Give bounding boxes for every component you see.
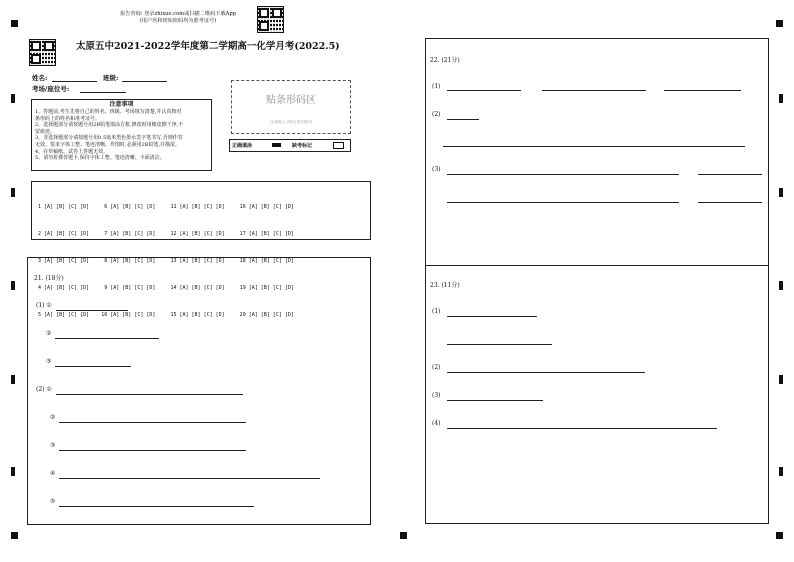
answer-label: ⑤ bbox=[50, 498, 56, 505]
answer-line[interactable] bbox=[447, 119, 479, 120]
answer-line[interactable] bbox=[542, 90, 646, 91]
answer-label: (2) bbox=[432, 364, 441, 371]
timing-mark bbox=[779, 281, 783, 290]
timing-mark bbox=[779, 188, 783, 197]
answer-line[interactable] bbox=[59, 450, 246, 451]
instruction-line: 1、答题前,考生先将自己的姓名、班级、考场填写清楚,并认真核对 bbox=[35, 109, 182, 115]
instruction-line: 3、非选择题部分请按题号用0.5毫米黑色墨水签字笔书写,否则作答 bbox=[35, 135, 183, 142]
correct-fill-sample bbox=[272, 143, 281, 147]
qr-code-icon bbox=[257, 6, 284, 33]
name-label: 姓名: bbox=[32, 74, 48, 82]
answer-label: (4) bbox=[432, 420, 441, 427]
answer-line[interactable] bbox=[447, 428, 717, 429]
choice-row[interactable]: 5 [A] [B] [C] [D] 10 [A] [B] [C] [D] 15 [A] [B] [C] [D] 20 [A] [B] [C] [D] bbox=[38, 312, 294, 318]
registration-mark bbox=[776, 532, 783, 539]
instruction-line: 留痕迹。 bbox=[35, 128, 56, 135]
choice-row[interactable]: 3 [A] [B] [C] [D] 8 [A] [B] [C] [D] 13 [A] [B] [C] [D] 18 [A] [B] [C] [D] bbox=[38, 258, 294, 264]
answer-line[interactable] bbox=[447, 174, 679, 175]
fill-legend bbox=[229, 139, 351, 152]
answer-line[interactable] bbox=[443, 146, 745, 147]
timing-mark bbox=[11, 375, 15, 384]
class-label: 班级: bbox=[103, 74, 119, 82]
answer-label: (1) ① bbox=[36, 302, 52, 309]
answer-label: ③ bbox=[50, 442, 56, 449]
timing-mark bbox=[11, 94, 15, 103]
answer-label: (2) ① bbox=[36, 386, 52, 393]
answer-line[interactable] bbox=[55, 338, 159, 339]
class-field[interactable] bbox=[122, 81, 167, 82]
timing-mark bbox=[779, 467, 783, 476]
answer-line[interactable] bbox=[56, 310, 128, 311]
answer-line[interactable] bbox=[55, 366, 131, 367]
report-notice-line1: 报告查询: 登录zhixue.com或扫描二维码下载App bbox=[119, 11, 237, 17]
answer-label: (2) bbox=[432, 111, 441, 118]
choice-row[interactable]: 1 [A] [B] [C] [D] 6 [A] [B] [C] [D] 11 [A] [B] [C] [D] 16 [A] [B] [C] [D] bbox=[38, 204, 294, 210]
answer-label: ② bbox=[50, 414, 56, 421]
answer-line[interactable] bbox=[56, 394, 243, 395]
answer-line[interactable] bbox=[59, 506, 254, 507]
report-notice bbox=[108, 11, 248, 25]
room-seat-field[interactable] bbox=[80, 92, 126, 93]
timing-mark bbox=[11, 281, 15, 290]
choice-row[interactable]: 4 [A] [B] [C] [D] 9 [A] [B] [C] [D] 14 [A] [B] [C] [D] 19 [A] [B] [C] [D] bbox=[38, 285, 294, 291]
instruction-line: 2、选择题部分请按题号用2B铅笔填涂方框,修改时用橡皮擦干净,不 bbox=[35, 122, 184, 129]
instruction-line: 条形码上的姓名和准考证号。 bbox=[35, 115, 101, 122]
answer-label: (1) bbox=[432, 83, 441, 90]
answer-line[interactable] bbox=[447, 372, 645, 373]
answer-line[interactable] bbox=[59, 422, 246, 423]
answer-label: ② bbox=[46, 330, 52, 337]
absent-mark-label: 缺考标记 bbox=[292, 143, 313, 149]
question-22-box bbox=[425, 38, 769, 266]
barcode-title: 贴条形码区 bbox=[266, 95, 316, 106]
barcode-area bbox=[231, 80, 351, 134]
answer-line[interactable] bbox=[59, 478, 320, 479]
choice-row[interactable]: 2 [A] [B] [C] [D] 7 [A] [B] [C] [D] 12 [A] [B] [C] [D] 17 [A] [B] [C] [D] bbox=[38, 231, 294, 237]
answer-line[interactable] bbox=[447, 344, 552, 345]
answer-line[interactable] bbox=[698, 174, 762, 175]
page-title: 太原五中2021-2022学年度第二学期高一化学月考(2022.5) bbox=[76, 41, 340, 52]
room-seat-label: 考场/座位号: bbox=[32, 85, 70, 93]
question-23-box bbox=[425, 264, 769, 524]
answer-line[interactable] bbox=[447, 400, 543, 401]
question-21-title: 21. (18分) bbox=[34, 275, 64, 282]
answer-label: ④ bbox=[50, 470, 56, 477]
answer-line[interactable] bbox=[447, 316, 537, 317]
answer-label: ③ bbox=[46, 358, 52, 365]
instruction-line: 无效。要求字体工整、笔迹清晰。作图时,必须用2B铅笔,并描浓。 bbox=[35, 141, 181, 148]
correct-fill-label: 正确填涂 bbox=[232, 143, 253, 149]
registration-mark bbox=[776, 20, 783, 27]
question-23-title: 23. (11分) bbox=[430, 282, 460, 289]
registration-mark bbox=[11, 20, 18, 27]
answer-line[interactable] bbox=[698, 202, 762, 203]
registration-mark bbox=[400, 532, 407, 539]
instructions-box bbox=[31, 99, 212, 171]
timing-mark bbox=[11, 188, 15, 197]
question-21-box bbox=[27, 257, 371, 525]
timing-mark bbox=[779, 94, 783, 103]
instructions-title: 注意事项 bbox=[109, 101, 134, 108]
question-22-title: 22. (21分) bbox=[430, 57, 460, 64]
timing-mark bbox=[779, 375, 783, 384]
answer-label: (3) bbox=[432, 392, 441, 399]
instruction-line: 4、在草稿纸、试卷上答题无效。 bbox=[35, 148, 109, 155]
report-notice-line2: (用户名和初始密码均为准考证号) bbox=[139, 18, 217, 24]
qr-code-icon bbox=[29, 39, 56, 66]
instruction-line: 5、请勿折叠答题卡,保持字体工整、笔迹清晰、卡面清洁。 bbox=[35, 155, 165, 162]
barcode-hint: (正面朝上,请贴在虚线框内) bbox=[269, 120, 313, 124]
answer-line[interactable] bbox=[447, 202, 679, 203]
timing-mark bbox=[11, 467, 15, 476]
answer-line[interactable] bbox=[664, 90, 741, 91]
registration-mark bbox=[11, 532, 18, 539]
absent-mark-box[interactable] bbox=[333, 142, 344, 149]
answer-label: (3) bbox=[432, 166, 441, 173]
answer-line[interactable] bbox=[447, 90, 521, 91]
name-field[interactable] bbox=[52, 81, 97, 82]
answer-label: (1) bbox=[432, 308, 441, 315]
